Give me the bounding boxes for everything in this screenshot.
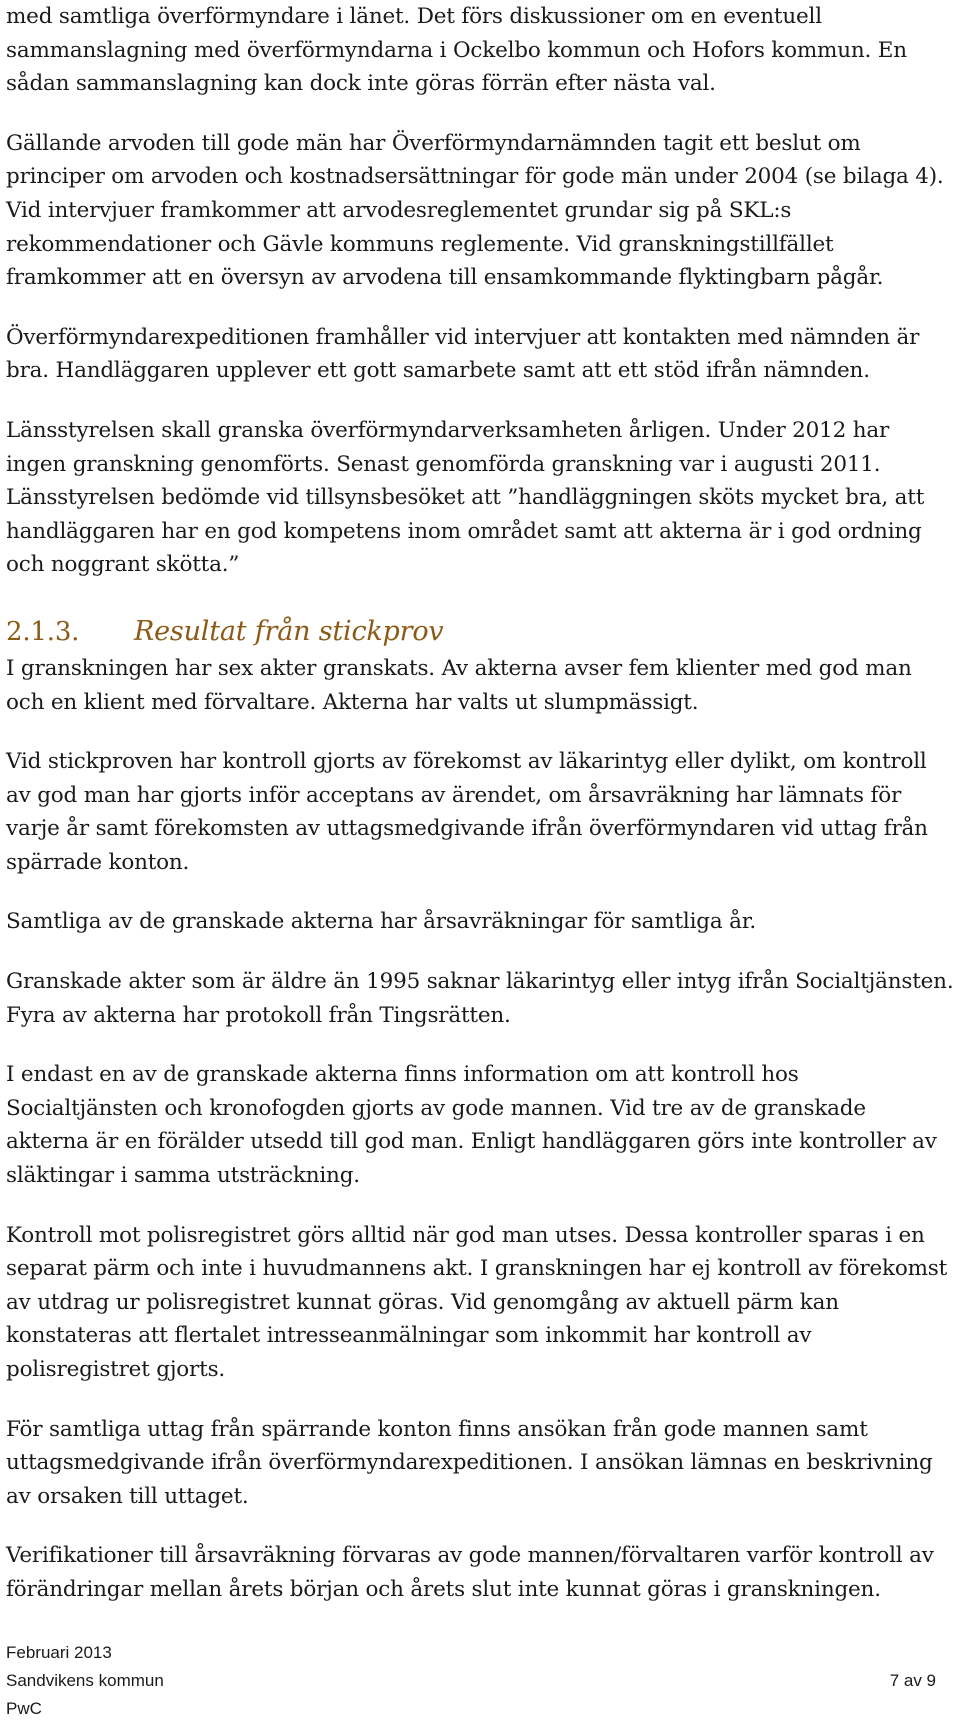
section-heading xyxy=(6,612,954,652)
page-number: 7 av 9 xyxy=(889,1671,936,1690)
paragraph-annual-reports: Samtliga av de granskade akterna har årsavräkningar för samtliga år. xyxy=(6,909,757,935)
paragraph-withdrawals: För samtliga uttag från spärrande konton finns ansökan från gode mannen samt uttagsmedgivande ifrån överförmyndarexpeditionen. I ansökan lämnas en beskrivning av orsaken till uttaget. xyxy=(6,1416,933,1509)
paragraph-medical-certificates: Granskade akter som är äldre än 1995 saknar läkarintyg eller intyg ifrån Socialtjänsten. Fyra av akterna har protokoll från Tingsrätten. xyxy=(6,969,954,1028)
footer-author: PwC xyxy=(6,1699,42,1718)
paragraph-fees: Gällande arvoden till gode män har Överförmyndarnämnden tagit ett beslut om principer om arvoden och kostnadsersättningar för gode män under 2004 (se bilaga 4). Vid intervjuer framkommer att arvodesreglementet grundar sig på SKL:s rekommendationer och Gävle kommuns reglemente. Vid granskningstillfället framkommer att en översyn av arvodena till ensamkommande flyktingbarn pågår. xyxy=(6,130,944,291)
paragraph-police-register: Kontroll mot polisregistret görs alltid när god man utses. Dessa kontroller sparas i en separat pärm och inte i huvudmannens akt. I granskningen har ej kontroll av förekomst av utdrag ur polisregistret kunnat göras. Vid genomgång av aktuell pärm kan konstateras att flertalet intresseanmälningar som inkommit har kontroll av polisregistret gjorts. xyxy=(6,1222,948,1382)
document-page xyxy=(6,0,954,1633)
section-title: Resultat från stickprov xyxy=(134,615,444,647)
paragraph-cooperation: Överförmyndarexpeditionen framhåller vid intervjuer att kontakten med nämnden är bra. Handläggaren upplever ett gott samarbete samt att ett stöd ifrån nämnden. xyxy=(6,324,920,384)
paragraph-county-review: Länsstyrelsen skall granska överförmyndarverksamheten årligen. Under 2012 har ingen granskning genomförts. Senast genomförda granskning var i augusti 2011. Länsstyrelsen bedömde vid tillsynsbesöket att ”handläggningen sköts mycket bra, att handläggaren har en god kompetens inom området samt att akterna är i god ordning och noggrant skötta.” xyxy=(6,417,925,578)
footer-organization: Sandvikens kommun xyxy=(6,1671,164,1690)
paragraph-social-services: I endast en av de granskade akterna finns information om att kontroll hos Socialtjänsten och kronofogden gjorts av gode mannen. Vid tre av de granskade akterna är en förälder utsedd till god man. Enligt handläggaren görs inte kontroller av släktingar i samma utsträckning. xyxy=(6,1062,937,1189)
footer-date: Februari 2013 xyxy=(6,1643,112,1662)
section-number: 2.1.3. xyxy=(6,616,80,647)
paragraph-merger: med samtliga överförmyndare i länet. Det förs diskussioner om en eventuell sammanslagning med överförmyndarna i Ockelbo kommun och Hofors kommun. En sådan sammanslagning kan dock inte göras förrän efter nästa val. xyxy=(6,4,907,97)
page-footer xyxy=(6,1639,936,1723)
paragraph-verifications: Verifikationer till årsavräkning förvaras av gode mannen/förvaltaren varför kontroll av förändringar mellan årets början och årets slut inte kunnat göras i granskningen. xyxy=(6,1543,934,1602)
paragraph-sample-checks: Vid stickproven har kontroll gjorts av förekomst av läkarintyg eller dylikt, om kontroll av god man har gjorts inför acceptans av ärendet, om årsavräkning har lämnats för varje år samt förekomsten av uttagsmedgivande ifrån överförmyndaren vid uttag från spärrade konton. xyxy=(6,749,928,875)
paragraph-sample-overview: I granskningen har sex akter granskats. Av akterna avser fem klienter med god man och en klient med förvaltare. Akterna har valts ut slumpmässigt. xyxy=(6,655,912,715)
